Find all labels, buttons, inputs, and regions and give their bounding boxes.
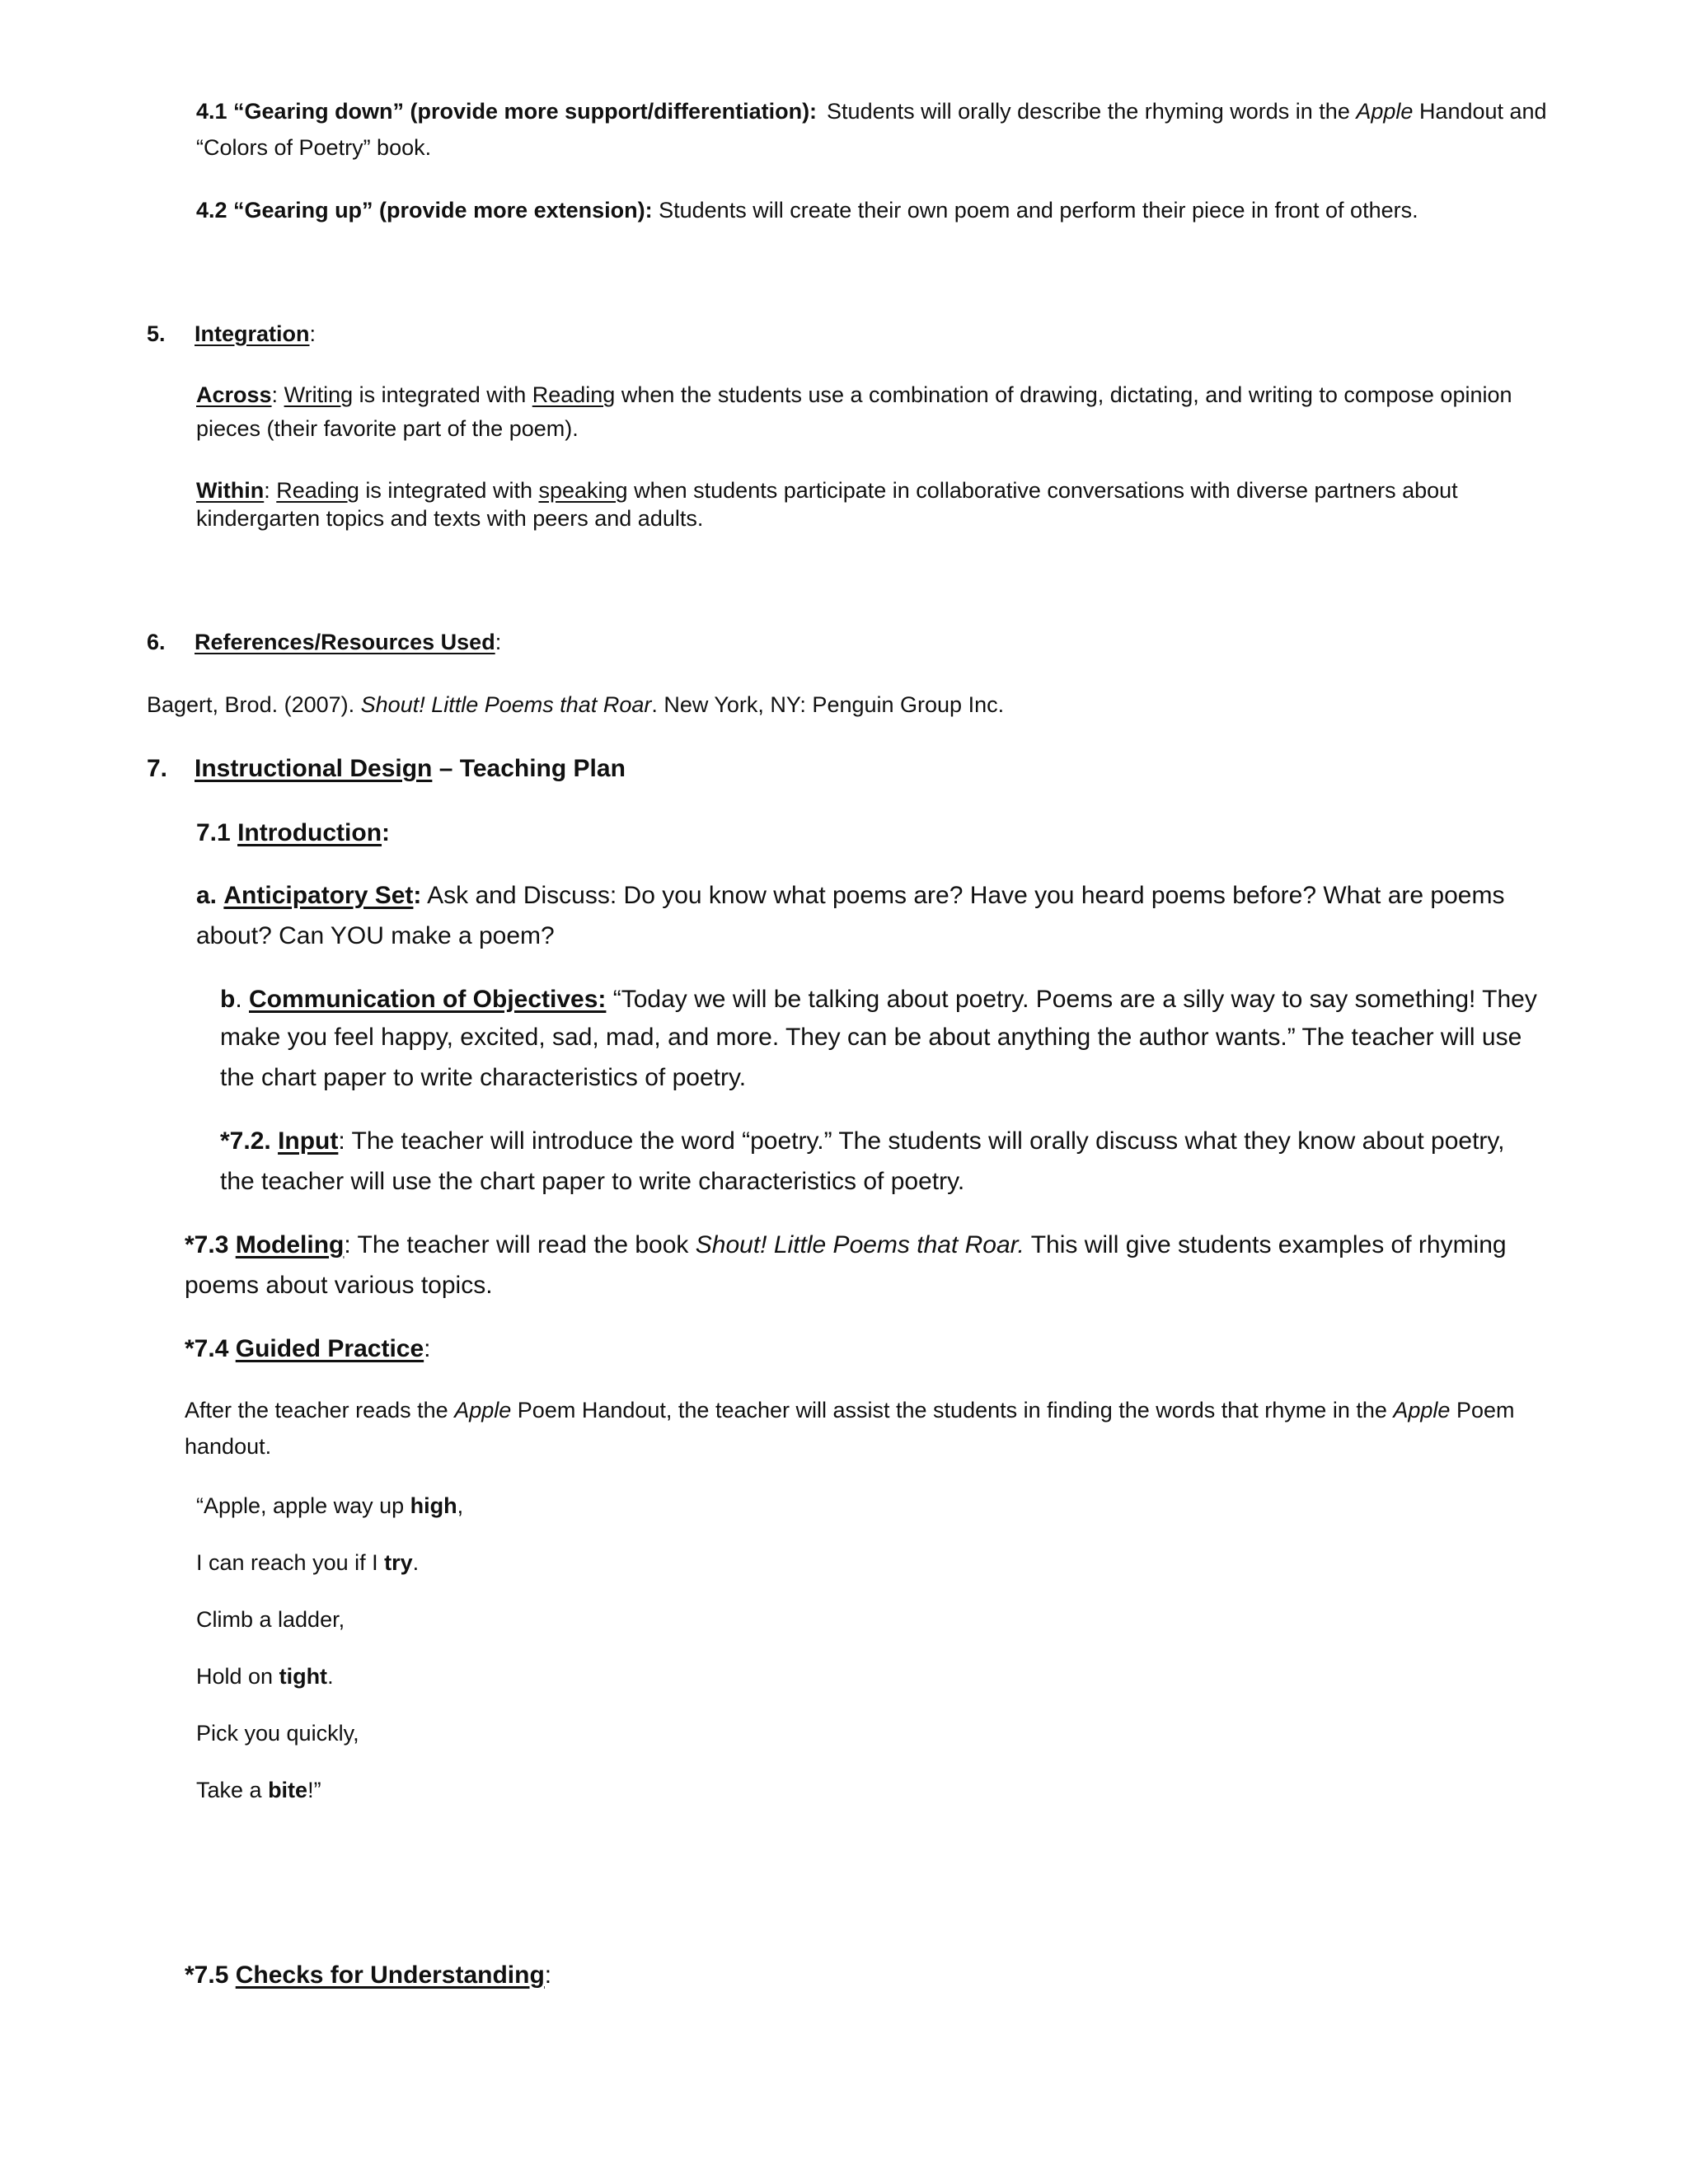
section-number: 6. [147,630,166,654]
speaking-term: speaking [538,478,628,503]
within-mid: is integrated with [365,478,532,503]
gearing-up-label: 4.2 “Gearing up” (provide more extension): [196,198,653,223]
anticipatory-set-line-2: about? Can YOU make a poem? [196,922,555,949]
input-line-2: the teacher will use the chart paper to write characteristics of poetry. [220,1168,965,1195]
guided-text-mid: Poem Handout, the teacher will assist the students in finding the words that rhyme in the [517,1398,1387,1422]
input-line-1 [220,1126,1505,1157]
poem-text: Take a [196,1778,269,1802]
poem-line [196,1549,419,1577]
integration-title: Integration [195,321,310,346]
modeling-text-end: This will give students examples of rhyming [1030,1231,1507,1258]
gearing-up-text: Students will create their own poem and perform their piece in front of others. [659,198,1418,223]
across-text: when the students use a combination of drawing, dictating, and writing to compose opinion [621,382,1512,407]
within-text: when students participate in collaborative conversations with diverse partners about [634,478,1458,503]
communication-title: Communication of Objectives: [249,986,607,1013]
rhyme-word: high [410,1493,457,1518]
apple-title: Apple [1356,99,1414,124]
subsection-number: *7.5 [185,1961,229,1989]
subsection-number: *7.2. [220,1127,271,1155]
rhyme-word: bite [268,1778,308,1802]
poem-text: Climb a ladder, [196,1607,345,1632]
dot: . [235,986,242,1013]
communication-line-2: make you feel happy, excited, sad, mad, and more. They can be about anything the author wants.” The teacher will use [220,1024,1522,1051]
apple-title: Apple [1393,1398,1451,1422]
colon: : [271,382,279,407]
poem-text-end: . [412,1550,420,1575]
reference-citation [147,691,1004,719]
colon: : [413,882,422,909]
gearing-down-label: 4.1 “Gearing down” (provide more support/differentiation): [196,99,818,124]
modeling-line-2: poems about various topics. [185,1272,493,1299]
references-heading [147,628,501,656]
integration-within-line-1 [196,476,1458,504]
colon: : [344,1231,351,1258]
writing-term: Writing [284,382,354,407]
modeling-text: The teacher will read the book [357,1231,689,1258]
instructional-design-subtitle: – Teaching Plan [438,755,626,782]
introduction-heading [196,818,390,849]
poem-text-end: , [457,1493,464,1518]
instructional-design-title: Instructional Design [195,755,433,782]
subsection-number: *7.3 [185,1231,229,1258]
rhyme-word: try [384,1550,413,1575]
colon: : [495,630,502,654]
anticipatory-set-text: Ask and Discuss: Do you know what poems are? Have you heard poems before? What are poems [427,882,1505,909]
across-label: Across [196,382,272,407]
poem-text: “Apple, apple way up [196,1493,410,1518]
guided-practice-title: Guided Practice [235,1335,424,1362]
gearing-down-line-1 [196,97,1547,125]
colon: : [338,1127,345,1155]
anticipatory-set-line-1 [196,880,1504,912]
poem-line [196,1776,321,1804]
gearing-down-line-2: “Colors of Poetry” book. [196,135,432,160]
communication-line-1 [220,984,1537,1015]
checks-title: Checks for Understanding [235,1961,545,1989]
communication-text: “Today we will be talking about poetry. Poems are a silly way to say something! They [612,986,1537,1013]
section-number: 7. [147,755,168,782]
communication-line-3: the chart paper to write characteristics of poetry. [220,1064,747,1091]
gearing-up-line [196,196,1418,224]
citation-publisher: . New York, NY: Penguin Group Inc. [651,692,1005,717]
colon: : [264,478,270,503]
poem-text-end: . [327,1664,334,1689]
citation-author: Bagert, Brod. (2007). [147,692,355,717]
integration-within-line-2: kindergarten topics and texts with peers and adults. [196,506,704,531]
poem-text: Pick you quickly, [196,1721,359,1746]
subsection-number: 7.1 [196,819,231,846]
modeling-title: Modeling [235,1231,345,1258]
poem-text: Hold on [196,1664,279,1689]
guided-practice-heading [185,1333,431,1365]
citation-title: Shout! Little Poems that Roar [360,692,652,717]
instructional-design-heading [147,753,626,785]
modeling-line-1 [185,1230,1507,1261]
guided-practice-line-2: handout. [185,1434,272,1459]
poem-line [196,1662,334,1690]
book-title: Shout! Little Poems that Roar. [695,1231,1025,1258]
guided-text: After the teacher reads the [185,1398,448,1422]
references-title: References/Resources Used [195,630,495,654]
item-letter: a. [196,882,218,909]
colon: : [382,819,391,846]
anticipatory-set-title: Anticipatory Set [223,882,414,909]
colon: : [309,321,316,346]
rhyme-word: tight [279,1664,328,1689]
integration-across-line-2: pieces (their favorite part of the poem). [196,416,579,441]
introduction-title: Introduction [237,819,382,846]
colon: : [544,1961,552,1989]
colon: : [424,1335,431,1362]
gearing-down-text: Students will orally describe the rhyming words in the [827,99,1350,124]
poem-line [196,1605,345,1633]
across-mid: is integrated with [359,382,527,407]
integration-across-line-1 [196,381,1512,409]
reading-term: Reading [276,478,359,503]
item-letter: b [220,986,236,1013]
poem-line [196,1492,463,1520]
poem-text-end: !” [307,1778,321,1802]
integration-heading [147,320,316,348]
section-number: 5. [147,321,166,346]
poem-text: I can reach you if I [196,1550,385,1575]
checks-heading [185,1960,551,1991]
guided-practice-line-1 [185,1396,1515,1424]
input-text: The teacher will introduce the word “poetry.” The students will orally discuss what they know about poetry, [351,1127,1505,1155]
poem-line [196,1719,359,1747]
guided-text-end: Poem [1456,1398,1515,1422]
input-title: Input [278,1127,339,1155]
within-label: Within [196,478,265,503]
subsection-number: *7.4 [185,1335,229,1362]
gearing-down-text-end: Handout and [1418,99,1547,124]
apple-title: Apple [454,1398,512,1422]
reading-term: Reading [532,382,616,407]
